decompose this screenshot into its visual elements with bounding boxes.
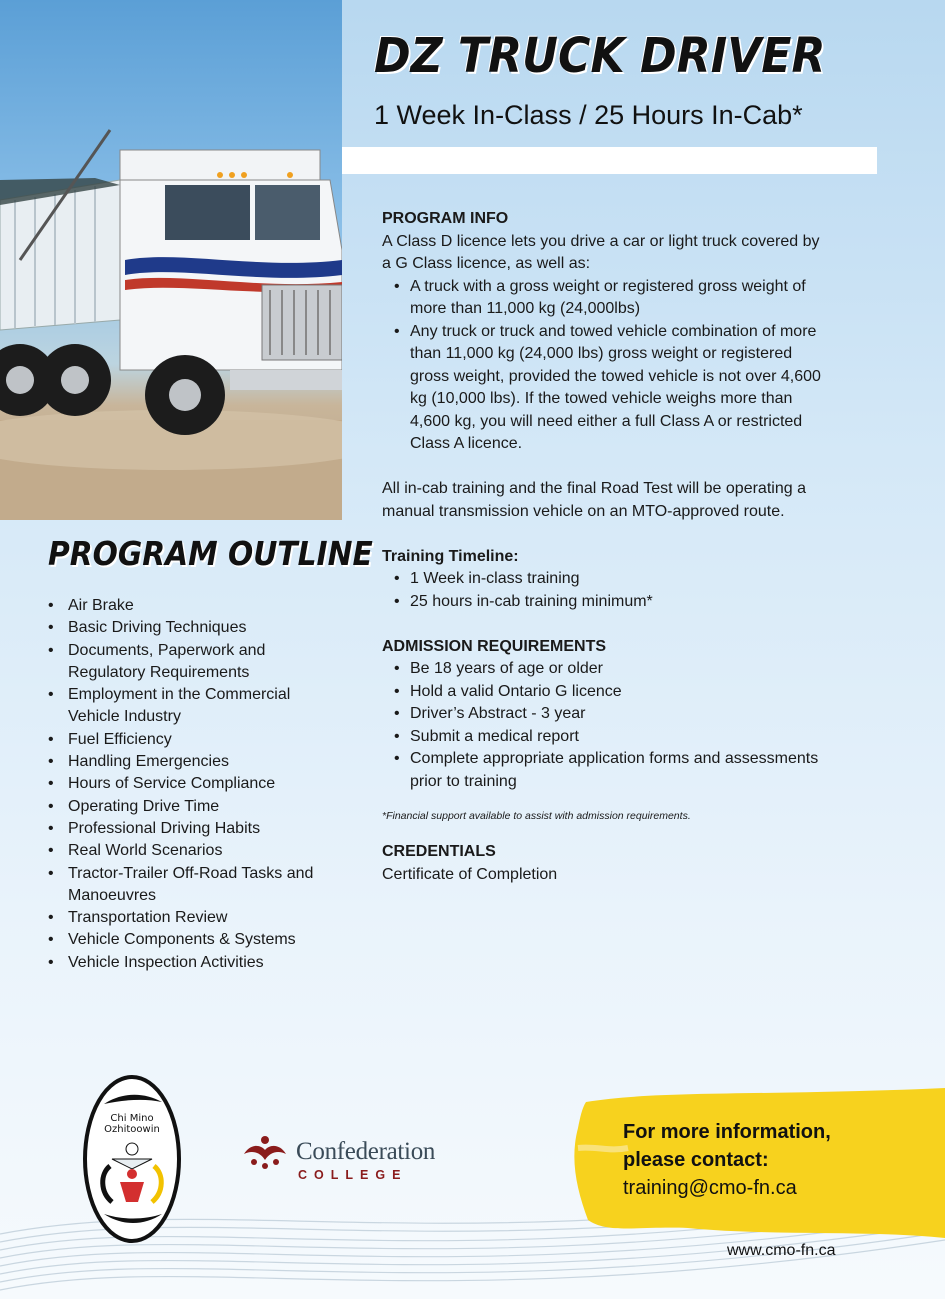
contact-block bbox=[623, 1118, 831, 1202]
credentials-value: Certificate of Completion bbox=[382, 865, 558, 883]
cmo-logo-text-1: Chi Mino bbox=[110, 1113, 154, 1124]
list-item: • Complete appropriate application forms and assessments prior to training bbox=[392, 748, 832, 793]
list-item: • Air Brake bbox=[48, 595, 338, 617]
divider-bar bbox=[342, 147, 877, 174]
list-item: • Transportation Review bbox=[48, 907, 338, 929]
financial-footnote: *Financial support available to assist with admission requirements. bbox=[382, 810, 691, 822]
credentials-heading: CREDENTIALS bbox=[382, 843, 496, 860]
list-item: • Submit a medical report bbox=[392, 726, 832, 749]
list-item: • Vehicle Inspection Activities bbox=[48, 952, 338, 974]
list-item: • Tractor-Trailer Off-Road Tasks and Manoeuvres bbox=[48, 863, 338, 908]
list-item: • 25 hours in-cab training minimum* bbox=[392, 591, 832, 614]
list-item: • Any truck or truck and towed vehicle combination of more than 11,000 kg (24,000 lbs) gross weight or registered gross weight, provided the towed vehicle is not over 4,600 kg (10,000 lbs). If the towed vehicle weighs more than 4,600 kg, you will need either a full Class A or restricted Class A licence. bbox=[392, 321, 832, 456]
college-subtitle: COLLEGE bbox=[298, 1168, 408, 1182]
contact-line-2: please contact: bbox=[623, 1149, 769, 1171]
contact-line-1: For more information, bbox=[623, 1121, 831, 1143]
program-info-intro: A Class D licence lets you drive a car or light truck covered by a G Class licence, as well as: bbox=[382, 232, 820, 272]
timeline-list bbox=[392, 568, 832, 613]
list-item: • Professional Driving Habits bbox=[48, 818, 338, 840]
list-item: • Operating Drive Time bbox=[48, 796, 338, 818]
list-item: • A truck with a gross weight or registered gross weight of more than 11,000 kg (24,000lbs) bbox=[392, 276, 832, 321]
cmo-logo-text-2: Ozhitoowin bbox=[104, 1124, 160, 1135]
truck-illustration bbox=[0, 0, 342, 520]
college-name: Confederation bbox=[296, 1138, 436, 1165]
outline-heading: PROGRAM OUTLINE bbox=[48, 534, 373, 573]
page-title: DZ TRUCK DRIVER bbox=[374, 28, 826, 84]
list-item: • Basic Driving Techniques bbox=[48, 617, 338, 639]
list-item: • Real World Scenarios bbox=[48, 840, 338, 862]
list-item: • Handling Emergencies bbox=[48, 751, 338, 773]
website-link[interactable]: www.cmo-fn.ca bbox=[727, 1242, 836, 1259]
list-item: • Fuel Efficiency bbox=[48, 729, 338, 751]
list-item: • Employment in the Commercial Vehicle Industry bbox=[48, 684, 338, 729]
admission-list bbox=[392, 658, 832, 793]
program-info-list bbox=[392, 276, 832, 456]
contact-email-link[interactable]: training@cmo-fn.ca bbox=[623, 1177, 797, 1199]
truck-photo bbox=[0, 0, 342, 520]
list-item: • Hold a valid Ontario G licence bbox=[392, 681, 832, 704]
program-info-heading: PROGRAM INFO bbox=[382, 210, 509, 227]
list-item: • Vehicle Components & Systems bbox=[48, 929, 338, 951]
list-item: • Hours of Service Compliance bbox=[48, 773, 338, 795]
list-item: • 1 Week in-class training bbox=[392, 568, 832, 591]
page-subtitle: 1 Week In-Class / 25 Hours In-Cab* bbox=[374, 100, 803, 130]
admission-heading: ADMISSION REQUIREMENTS bbox=[382, 637, 607, 655]
list-item: • Be 18 years of age or older bbox=[392, 658, 832, 681]
outline-list bbox=[48, 595, 338, 974]
list-item: • Documents, Paperwork and Regulatory Requirements bbox=[48, 640, 338, 685]
list-item: • Driver’s Abstract - 3 year bbox=[392, 703, 832, 726]
program-details bbox=[382, 208, 832, 886]
college-emblem-icon bbox=[240, 1134, 290, 1174]
timeline-heading: Training Timeline: bbox=[382, 547, 519, 565]
confederation-college-logo bbox=[240, 1134, 470, 1184]
manual-transmission-note: All in-cab training and the final Road Test will be operating a manual transmission vehicle on an MTO-approved route. bbox=[382, 480, 806, 520]
cmo-logo bbox=[82, 1074, 182, 1244]
